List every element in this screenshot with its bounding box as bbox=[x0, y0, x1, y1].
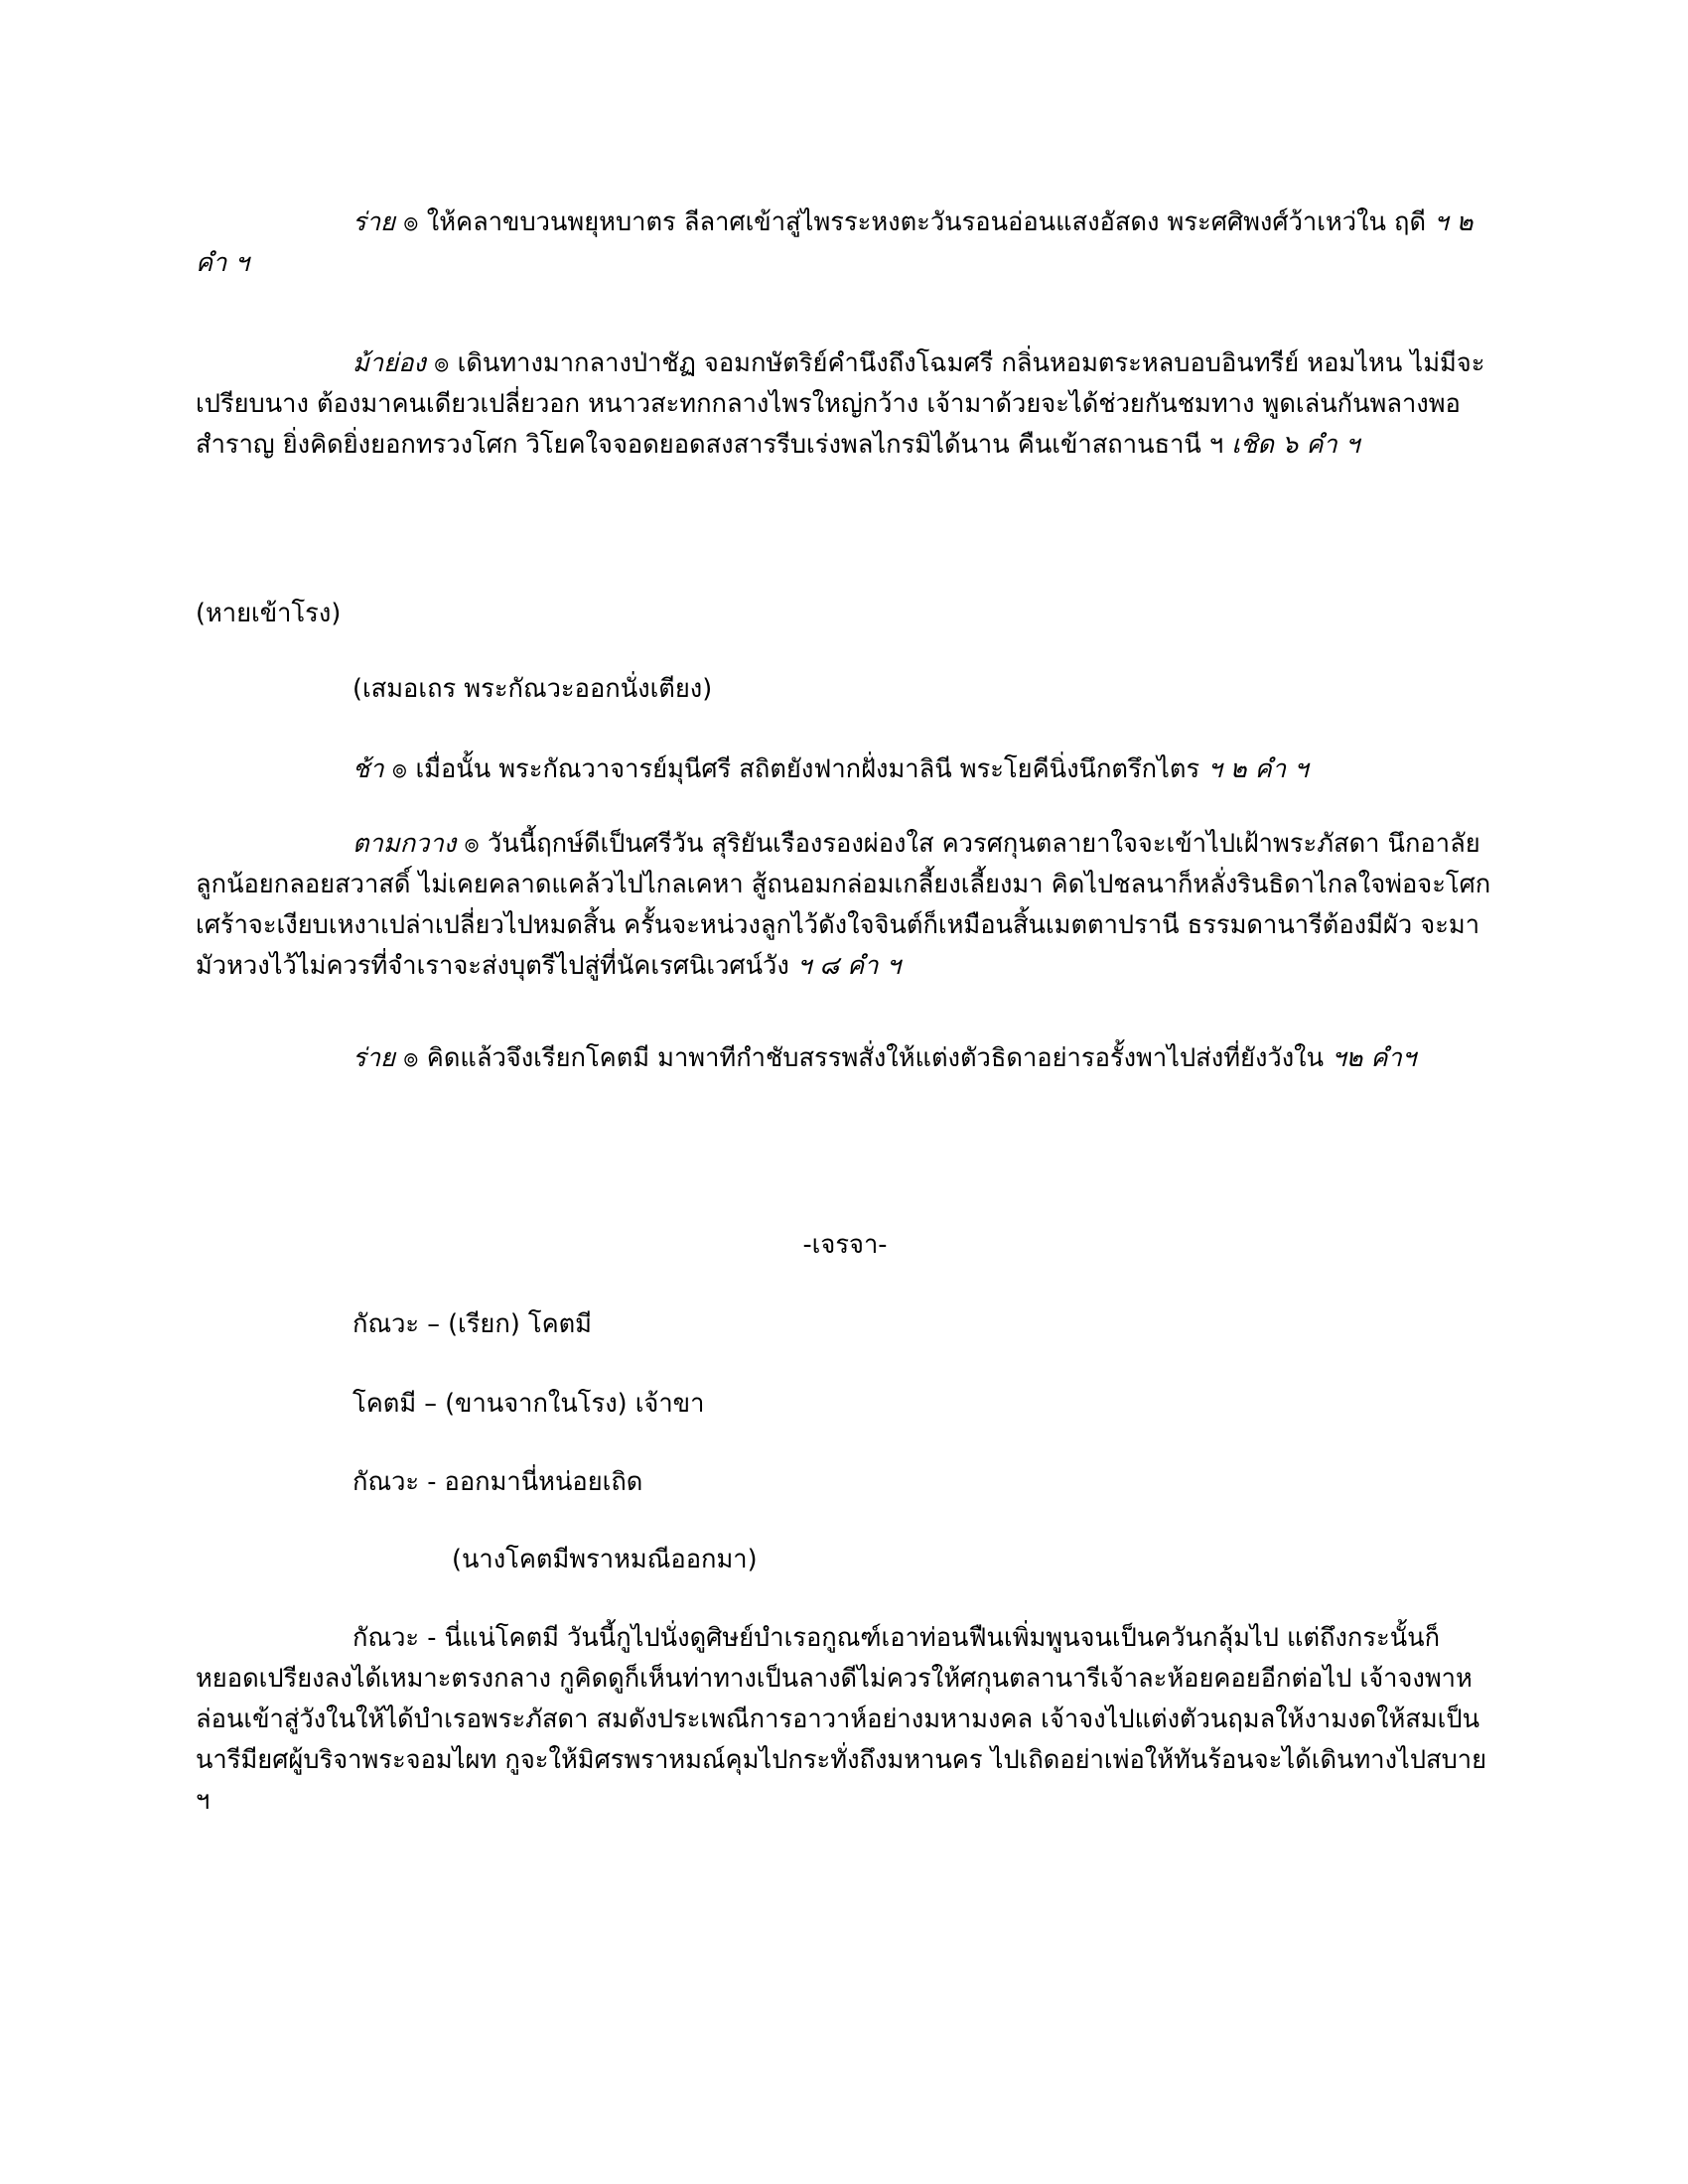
kanva-speech: กัณวะ - นี่แน่โคตมี วันนี้กูไปนั่งดูศิษย์บำเรอกูณฑ์เอาท่อนฟืนเพิ่มพูนจนเป็นควันกลุ้มไป แต่ถึงกระนั้นก็หยอดเปรียงลงได้เหมาะตรงกลาง กูคิดดูก็เห็นท่าทางเป็นลางดีไม่ควรให้ศกุนตลานารีเจ้าละห้อยคอยอีกต่อไป เจ้าจงพาหล่อนเข้าสู่วังในให้ได้บำเรอพระภัสดา สมดังประเพณีการอาวาห์อย่างมหามงคล เจ้าจงไปแต่งตัวนฤมลให้งามงดให้สมเป็นนารีมียศผู้บริจาพระจอมไผท กูจะให้มิศรพราหมณ์คุมไปกระทั่งถึงมหานคร ไปเถิดอย่าเพ่อให้ทันร้อนจะได้เดินทางไปสบาย ฯ bbox=[196, 1623, 1487, 1816]
dialogue-title: -เจรจา- bbox=[802, 1230, 888, 1260]
verse-tag: ร่าย bbox=[352, 1043, 395, 1073]
verse-end: ฯ ๘ คำ ฯ bbox=[796, 951, 901, 981]
verse-end: ฯ ๒ คำ ฯ bbox=[1207, 754, 1309, 784]
verse-maa-yong bbox=[196, 343, 1494, 466]
verse-rai-1 bbox=[196, 203, 1494, 284]
verse-end: ฯ ๒ คำ ฯ bbox=[196, 207, 1474, 278]
stage-direction-exit: (หายเข้าโรง) bbox=[196, 599, 342, 628]
verse-text: เดินทางมากลางป่าชัฏ จอมกษัตริย์คำนึงถึงโฉมศรี กลิ่นหอมตระหลบอบอินทรีย์ หอมไหน ไม่มีจะเปรียบนาง ต้องมาคนเดียวเปลี่ยวอก หนาวสะทกกลางไพรใหญ่กว้าง เจ้ามาด้วยจะได้ช่วยกันชมทาง พูดเล่นกันพลางพอสำราญ ยิ่งคิดยิ่งยอกทรวงโศก วิโยคใจจอดยอดสงสารรีบเร่งพลไกรมิได้นาน คืนเข้าสถานธานี ฯ bbox=[196, 348, 1485, 460]
verse-tag: ม้าย่อง bbox=[352, 348, 426, 378]
dialogue-line: กัณวะ - ออกมานี่หน่อยเถิด bbox=[352, 1467, 643, 1497]
verse-tam-kwang bbox=[196, 824, 1494, 987]
verse-text: คิดแล้วจึงเรียกโคตมี มาพาทีกำชับสรรพสั่งให้แต่งตัวธิดาอย่ารอรั้งพาไปส่งที่ยังวังใน bbox=[426, 1043, 1325, 1073]
dialogue-line: กัณวะ – (เรียก) โคตมี bbox=[352, 1309, 592, 1339]
verse-mark: ๏ bbox=[403, 207, 419, 237]
verse-text: วันนี้ฤกษ์ดีเป็นศรีวัน สุริยันเรืองรองผ่องใส ควรศกุนตลายาใจจะเข้าไปเฝ้าพระภัสดา นึกอาลัยลูกน้อยกลอยสวาสดิ์ ไม่เคยคลาดแคล้วไปไกลเคหา สู้ถนอมกล่อมเกลี้ยงเลี้ยงมา คิดไปชลนาก็หลั่งรินธิดาไกลใจพ่อจะโศกเศร้าจะเงียบเหงาเปล่าเปลี่ยวไปหมดสิ้น ครั้นจะหน่วงลูกไว้ดังใจจินต์ก็เหมือนสิ้นเมตตาปรานี ธรรมดานารีต้องมีผัว จะมามัวหวงไว้ไม่ควรที่จำเราจะส่งบุตรีไปสู่ที่นัคเรศนิเวศน์วัง bbox=[196, 829, 1491, 981]
verse-text: เมื่อนั้น พระกัณวาจารย์มุนีศรี สถิตยังฟากฝั่งมาลินี พระโยคีนิ่งนึกตรึกไตร bbox=[415, 754, 1200, 784]
stage-direction-enter: (เสมอเถร พระกัณวะออกนั่งเตียง) bbox=[352, 674, 713, 704]
verse-tag: ตามกวาง bbox=[352, 829, 457, 859]
verse-rai-2 bbox=[196, 1038, 1494, 1079]
verse-text: ให้คลาขบวนพยุหบาตร ลีลาศเข้าสู่ไพรระหงตะวันรอนอ่อนแสงอัสดง พระศศิพงศ์ว้าเหว่ใน ฤดี bbox=[426, 207, 1427, 237]
dialogue-line: โคตมี – (ขานจากในโรง) เจ้าขา bbox=[352, 1389, 705, 1419]
verse-tag: ร่าย bbox=[352, 207, 395, 237]
verse-end: เชิด ๖ คำ ฯ bbox=[1231, 430, 1360, 460]
verse-mark: ๏ bbox=[391, 754, 408, 784]
verse-mark: ๏ bbox=[464, 829, 480, 859]
verse-end: ฯ๒ คำฯ bbox=[1332, 1043, 1417, 1073]
verse-mark: ๏ bbox=[403, 1043, 419, 1073]
verse-tag: ช้า bbox=[352, 754, 384, 784]
stage-direction-gotami: (นางโคตมีพราหมณีออกมา) bbox=[452, 1545, 758, 1574]
verse-mark: ๏ bbox=[433, 348, 450, 378]
verse-cha bbox=[196, 750, 1494, 790]
